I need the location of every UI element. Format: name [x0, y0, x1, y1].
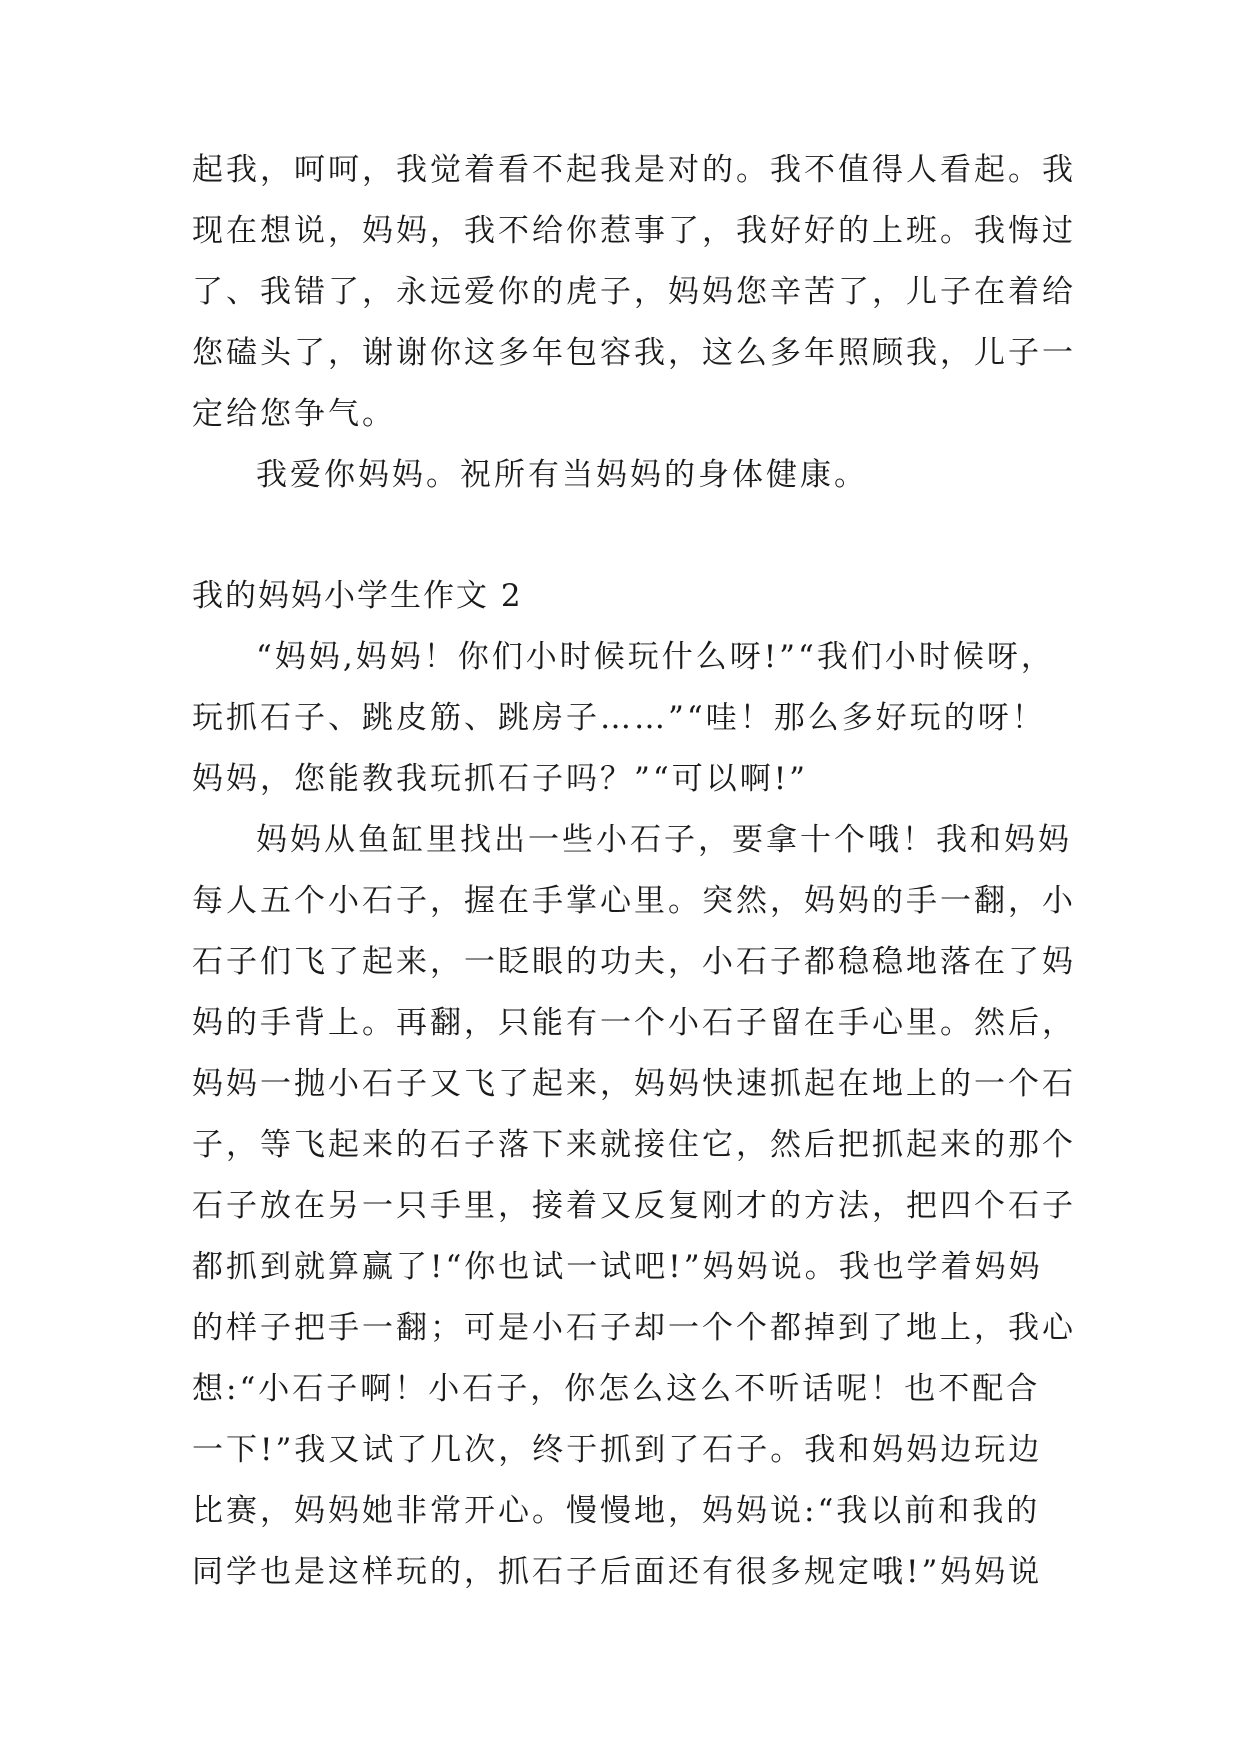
- paragraph-line: 起我，呵呵，我觉着看不起我是对的。我不值得人看起。我: [192, 152, 1076, 188]
- paragraph-line: 现在想说，妈妈，我不给你惹事了，我好好的上班。我悔过: [192, 213, 1076, 249]
- paragraph-line: 都抓到就算赢了!“你也试一试吧!”妈妈说。我也学着妈妈: [192, 1249, 1043, 1285]
- paragraph-line: 妈妈一抛小石子又飞了起来，妈妈快速抓起在地上的一个石: [192, 1066, 1076, 1102]
- paragraph-line: 子，等飞起来的石子落下来就接住它，然后把抓起来的那个: [192, 1127, 1076, 1163]
- paragraph-line: 妈妈从鱼缸里找出一些小石子，要拿十个哦！我和妈妈: [256, 822, 1072, 858]
- paragraph-line: 了、我错了，永远爱你的虎子，妈妈您辛苦了，儿子在着给: [192, 274, 1076, 310]
- paragraph-line: 妈的手背上。再翻，只能有一个小石子留在手心里。然后，: [192, 1005, 1076, 1041]
- paragraph-line: 同学也是这样玩的，抓石子后面还有很多规定哦!”妈妈说: [192, 1554, 1043, 1590]
- paragraph-line: 我爱你妈妈。祝所有当妈妈的身体健康。: [256, 457, 868, 493]
- paragraph-line: 定给您争气。: [192, 396, 396, 432]
- paragraph-line: 石子放在另一只手里，接着又反复刚才的方法，把四个石子: [192, 1188, 1076, 1224]
- section-heading: 我的妈妈小学生作文 2: [192, 578, 523, 614]
- paragraph-line: “妈妈,妈妈！你们小时候玩什么呀!”“我们小时候呀，: [256, 639, 1055, 675]
- paragraph-line: 您磕头了，谢谢你这多年包容我，这么多年照顾我，儿子一: [192, 335, 1076, 371]
- paragraph-line: 比赛，妈妈她非常开心。慢慢地，妈妈说:“我以前和我的: [192, 1493, 1041, 1529]
- paragraph-line: 每人五个小石子，握在手掌心里。突然，妈妈的手一翻，小: [192, 883, 1076, 919]
- paragraph-line: 想:“小石子啊！小石子，你怎么这么不听话呢！也不配合: [192, 1371, 1041, 1407]
- paragraph-line: 玩抓石子、跳皮筋、跳房子……”“哇！那么多好玩的呀！: [192, 700, 1046, 736]
- paragraph-line: 妈妈，您能教我玩抓石子吗？”“可以啊!”: [192, 761, 809, 797]
- paragraph-line: 的样子把手一翻；可是小石子却一个个都掉到了地上，我心: [192, 1310, 1076, 1346]
- paragraph-line: 一下!”我又试了几次，终于抓到了石子。我和妈妈边玩边: [192, 1432, 1043, 1468]
- paragraph-line: 石子们飞了起来，一眨眼的功夫，小石子都稳稳地落在了妈: [192, 944, 1076, 980]
